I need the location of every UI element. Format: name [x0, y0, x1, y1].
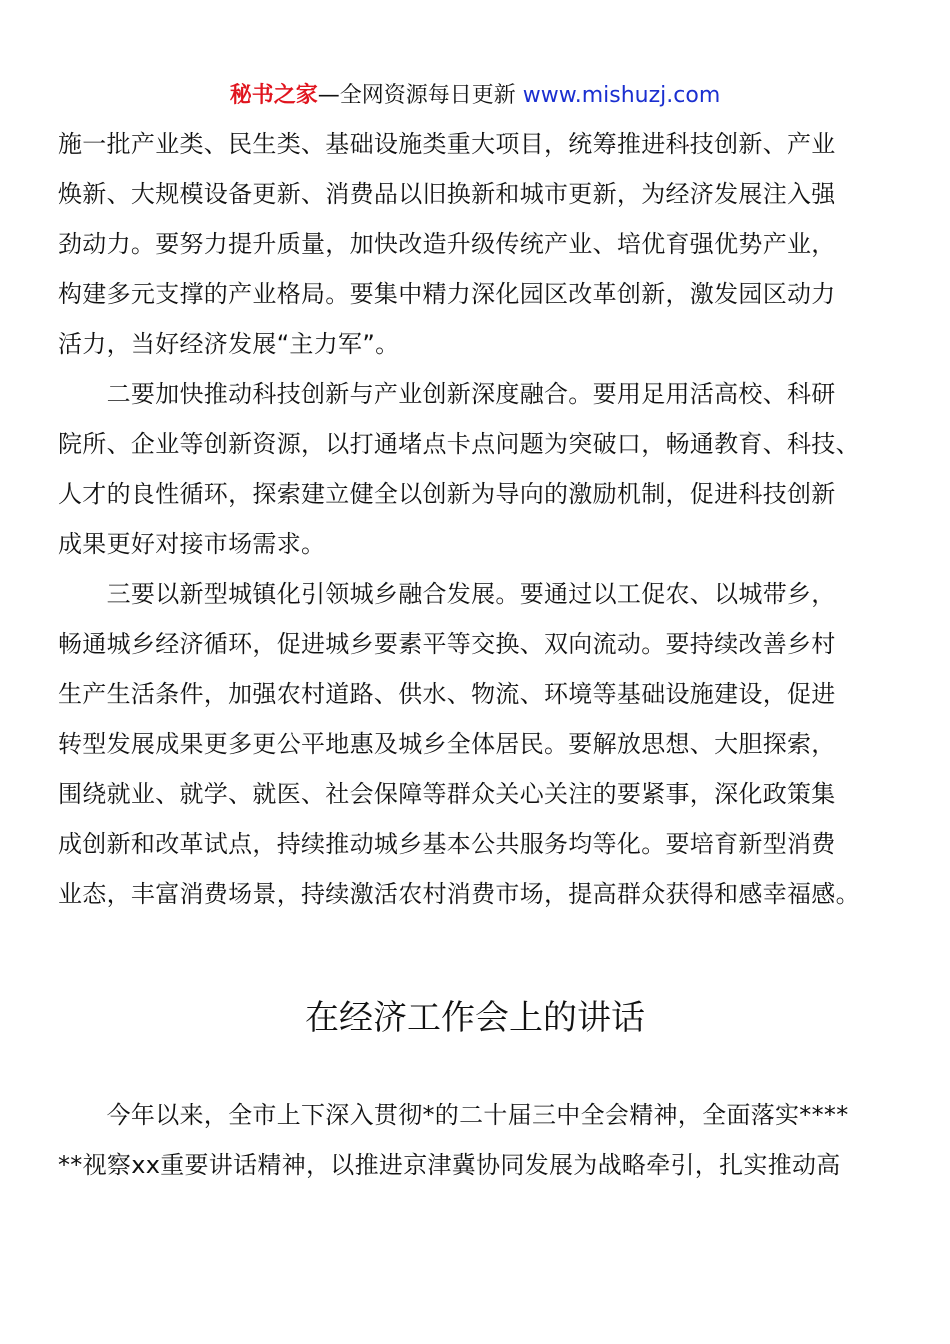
text-line: 成创新和改革试点，持续推动城乡基本公共服务均等化。要培育新型消费	[58, 830, 836, 858]
text-line: 劲动力。要努力提升质量，加快改造升级传统产业、培优育强优势产业，	[58, 230, 836, 258]
text-line: 转型发展成果更多更公平地惠及城乡全体居民。要解放思想、大胆探索，	[58, 730, 836, 758]
text-line: 业态，丰富消费场景，持续激活农村消费市场，提高群众获得和感幸福感。	[58, 880, 860, 908]
text-line: 构建多元支撑的产业格局。要集中精力深化园区改革创新，激发园区动力	[58, 280, 836, 308]
text-line: 生产生活条件，加强农村道路、供水、物流、环境等基础设施建设，促进	[58, 680, 836, 708]
site-url-link[interactable]: www.mishuzj.com	[522, 83, 721, 108]
text-line: 施一批产业类、民生类、基础设施类重大项目，统筹推进科技创新、产业	[58, 130, 836, 158]
text-line: 三要以新型城镇化引领城乡融合发展。要通过以工促农、以城带乡，	[58, 580, 836, 608]
text-line: 焕新、大规模设备更新、消费品以旧换新和城市更新，为经济发展注入强	[58, 180, 836, 208]
speech-title: 在经济工作会上的讲话	[305, 998, 645, 1038]
text-line: 今年以来，全市上下深入贯彻*的二十届三中全会精神，全面落实****	[58, 1101, 849, 1129]
text-line: 人才的良性循环，探索建立健全以创新为导向的激励机制，促进科技创新	[58, 480, 836, 508]
site-tagline: —全网资源每日更新	[317, 83, 523, 108]
text-line: **视察xx重要讲话精神，以推进京津冀协同发展为战略牵引，扎实推动高	[58, 1151, 841, 1179]
site-header	[0, 80, 950, 112]
text-line: 畅通城乡经济循环，促进城乡要素平等交换、双向流动。要持续改善乡村	[58, 630, 836, 658]
text-line: 二要加快推动科技创新与产业创新深度融合。要用足用活高校、科研	[58, 380, 836, 408]
text-line: 活力，当好经济发展“主力军”。	[58, 330, 400, 358]
text-line: 成果更好对接市场需求。	[58, 530, 326, 558]
text-line: 院所、企业等创新资源，以打通堵点卡点问题为突破口，畅通教育、科技、	[58, 430, 860, 458]
text-line: 围绕就业、就学、就医、社会保障等群众关心关注的要紧事，深化政策集	[58, 780, 836, 808]
site-brand: 秘书之家	[229, 83, 318, 108]
